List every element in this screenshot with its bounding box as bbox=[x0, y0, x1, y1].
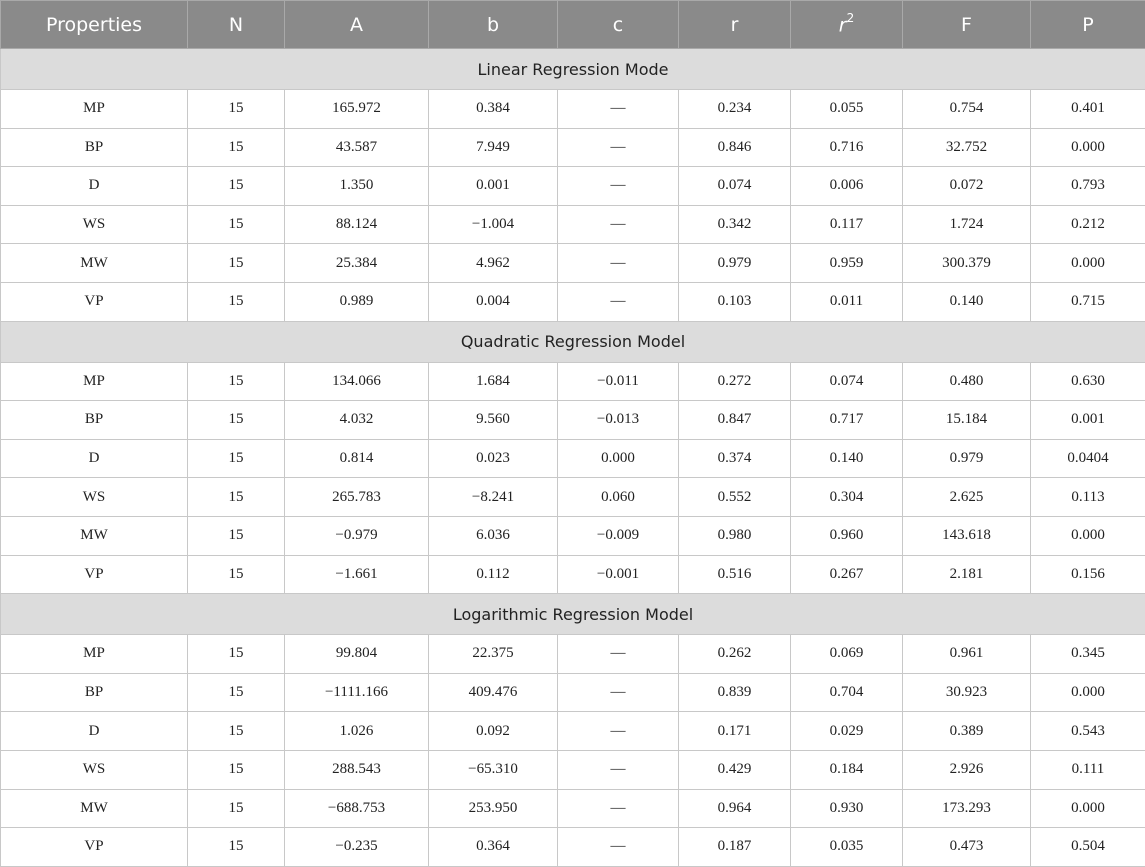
cell-p: 0.630 bbox=[1031, 362, 1145, 401]
cell-a: 1.350 bbox=[285, 167, 429, 206]
cell-c: −0.009 bbox=[558, 516, 679, 555]
table-row bbox=[1, 789, 1145, 828]
cell-f: 0.979 bbox=[903, 439, 1031, 478]
cell-n: 15 bbox=[188, 828, 285, 867]
col-header-properties: Properties bbox=[1, 1, 188, 49]
cell-r-squared: 0.960 bbox=[791, 516, 903, 555]
cell-r-squared: 0.704 bbox=[791, 673, 903, 712]
cell-r-squared: 0.006 bbox=[791, 167, 903, 206]
table-row bbox=[1, 828, 1145, 867]
cell-c: — bbox=[558, 167, 679, 206]
cell-f: 1.724 bbox=[903, 205, 1031, 244]
cell-a: 165.972 bbox=[285, 90, 429, 129]
cell-c: −0.001 bbox=[558, 555, 679, 594]
r-squared-exponent: 2 bbox=[847, 11, 855, 25]
cell-c: −0.013 bbox=[558, 401, 679, 440]
cell-property: MP bbox=[1, 362, 188, 401]
cell-property: VP bbox=[1, 828, 188, 867]
cell-c: −0.011 bbox=[558, 362, 679, 401]
cell-p: 0.543 bbox=[1031, 712, 1145, 751]
cell-r-squared: 0.140 bbox=[791, 439, 903, 478]
cell-r: 0.234 bbox=[679, 90, 791, 129]
cell-property: WS bbox=[1, 205, 188, 244]
cell-r: 0.374 bbox=[679, 439, 791, 478]
cell-p: 0.793 bbox=[1031, 167, 1145, 206]
cell-property: WS bbox=[1, 750, 188, 789]
cell-a: −1111.166 bbox=[285, 673, 429, 712]
cell-n: 15 bbox=[188, 789, 285, 828]
cell-n: 15 bbox=[188, 401, 285, 440]
cell-c: — bbox=[558, 282, 679, 321]
cell-p: 0.000 bbox=[1031, 789, 1145, 828]
cell-n: 15 bbox=[188, 712, 285, 751]
cell-property: D bbox=[1, 439, 188, 478]
cell-f: 0.480 bbox=[903, 362, 1031, 401]
cell-b: 0.384 bbox=[429, 90, 558, 129]
cell-f: 173.293 bbox=[903, 789, 1031, 828]
table-row bbox=[1, 516, 1145, 555]
cell-property: MW bbox=[1, 789, 188, 828]
cell-c: — bbox=[558, 712, 679, 751]
cell-r-squared: 0.035 bbox=[791, 828, 903, 867]
cell-a: 88.124 bbox=[285, 205, 429, 244]
cell-f: 300.379 bbox=[903, 244, 1031, 283]
cell-r: 0.552 bbox=[679, 478, 791, 517]
section-header-row bbox=[1, 321, 1145, 362]
table-row bbox=[1, 750, 1145, 789]
cell-property: D bbox=[1, 167, 188, 206]
cell-r: 0.980 bbox=[679, 516, 791, 555]
col-header-r-squared bbox=[791, 1, 903, 49]
section-header-row bbox=[1, 594, 1145, 635]
cell-r-squared: 0.117 bbox=[791, 205, 903, 244]
cell-f: 0.473 bbox=[903, 828, 1031, 867]
col-header-f: F bbox=[903, 1, 1031, 49]
cell-b: 4.962 bbox=[429, 244, 558, 283]
r-squared-base: r bbox=[839, 14, 847, 36]
cell-r-squared: 0.930 bbox=[791, 789, 903, 828]
section-title: Linear Regression Mode bbox=[1, 49, 1145, 90]
cell-a: −0.235 bbox=[285, 828, 429, 867]
cell-r: 0.846 bbox=[679, 128, 791, 167]
table-row bbox=[1, 167, 1145, 206]
cell-p: 0.345 bbox=[1031, 635, 1145, 674]
table-row bbox=[1, 128, 1145, 167]
cell-property: BP bbox=[1, 673, 188, 712]
cell-r: 0.262 bbox=[679, 635, 791, 674]
cell-r: 0.074 bbox=[679, 167, 791, 206]
cell-n: 15 bbox=[188, 244, 285, 283]
cell-a: −688.753 bbox=[285, 789, 429, 828]
cell-p: 0.111 bbox=[1031, 750, 1145, 789]
cell-r-squared: 0.011 bbox=[791, 282, 903, 321]
cell-c: 0.060 bbox=[558, 478, 679, 517]
cell-a: 1.026 bbox=[285, 712, 429, 751]
cell-a: 288.543 bbox=[285, 750, 429, 789]
cell-r-squared: 0.717 bbox=[791, 401, 903, 440]
cell-property: VP bbox=[1, 282, 188, 321]
cell-a: −1.661 bbox=[285, 555, 429, 594]
cell-r: 0.171 bbox=[679, 712, 791, 751]
cell-p: 0.000 bbox=[1031, 244, 1145, 283]
cell-b: −1.004 bbox=[429, 205, 558, 244]
table-row bbox=[1, 205, 1145, 244]
cell-p: 0.000 bbox=[1031, 128, 1145, 167]
cell-r-squared: 0.304 bbox=[791, 478, 903, 517]
cell-b: 1.684 bbox=[429, 362, 558, 401]
cell-r-squared: 0.267 bbox=[791, 555, 903, 594]
cell-r: 0.103 bbox=[679, 282, 791, 321]
table-row bbox=[1, 282, 1145, 321]
cell-r: 0.847 bbox=[679, 401, 791, 440]
cell-b: 7.949 bbox=[429, 128, 558, 167]
cell-r: 0.342 bbox=[679, 205, 791, 244]
cell-r: 0.187 bbox=[679, 828, 791, 867]
cell-n: 15 bbox=[188, 478, 285, 517]
cell-c: — bbox=[558, 244, 679, 283]
table-row bbox=[1, 439, 1145, 478]
cell-b: 0.092 bbox=[429, 712, 558, 751]
cell-b: 253.950 bbox=[429, 789, 558, 828]
cell-a: 4.032 bbox=[285, 401, 429, 440]
cell-p: 0.001 bbox=[1031, 401, 1145, 440]
cell-n: 15 bbox=[188, 750, 285, 789]
col-header-c: c bbox=[558, 1, 679, 49]
cell-r-squared: 0.716 bbox=[791, 128, 903, 167]
table-row bbox=[1, 673, 1145, 712]
cell-p: 0.0404 bbox=[1031, 439, 1145, 478]
cell-f: 0.072 bbox=[903, 167, 1031, 206]
cell-p: 0.504 bbox=[1031, 828, 1145, 867]
cell-a: 0.989 bbox=[285, 282, 429, 321]
col-header-p: P bbox=[1031, 1, 1145, 49]
cell-property: BP bbox=[1, 128, 188, 167]
cell-p: 0.000 bbox=[1031, 673, 1145, 712]
cell-c: — bbox=[558, 673, 679, 712]
cell-p: 0.401 bbox=[1031, 90, 1145, 129]
cell-c: — bbox=[558, 635, 679, 674]
cell-r-squared: 0.074 bbox=[791, 362, 903, 401]
cell-c: — bbox=[558, 128, 679, 167]
cell-a: 265.783 bbox=[285, 478, 429, 517]
table-body bbox=[1, 49, 1145, 867]
cell-r: 0.272 bbox=[679, 362, 791, 401]
cell-n: 15 bbox=[188, 362, 285, 401]
table-row bbox=[1, 362, 1145, 401]
cell-f: 2.181 bbox=[903, 555, 1031, 594]
cell-a: 99.804 bbox=[285, 635, 429, 674]
cell-r-squared: 0.184 bbox=[791, 750, 903, 789]
cell-c: — bbox=[558, 789, 679, 828]
cell-n: 15 bbox=[188, 167, 285, 206]
cell-r: 0.964 bbox=[679, 789, 791, 828]
table-row bbox=[1, 244, 1145, 283]
section-title: Logarithmic Regression Model bbox=[1, 594, 1145, 635]
cell-a: 134.066 bbox=[285, 362, 429, 401]
cell-r-squared: 0.069 bbox=[791, 635, 903, 674]
cell-r: 0.979 bbox=[679, 244, 791, 283]
cell-property: MP bbox=[1, 635, 188, 674]
cell-r: 0.429 bbox=[679, 750, 791, 789]
cell-property: MP bbox=[1, 90, 188, 129]
cell-r-squared: 0.029 bbox=[791, 712, 903, 751]
cell-b: 0.112 bbox=[429, 555, 558, 594]
cell-r-squared: 0.959 bbox=[791, 244, 903, 283]
table-row bbox=[1, 478, 1145, 517]
col-header-b: b bbox=[429, 1, 558, 49]
cell-f: 0.961 bbox=[903, 635, 1031, 674]
col-header-n: N bbox=[188, 1, 285, 49]
col-header-r: r bbox=[679, 1, 791, 49]
cell-n: 15 bbox=[188, 516, 285, 555]
table-row bbox=[1, 635, 1145, 674]
table-row bbox=[1, 712, 1145, 751]
cell-r: 0.839 bbox=[679, 673, 791, 712]
cell-f: 143.618 bbox=[903, 516, 1031, 555]
cell-n: 15 bbox=[188, 282, 285, 321]
cell-b: −8.241 bbox=[429, 478, 558, 517]
cell-c: — bbox=[558, 205, 679, 244]
cell-r: 0.516 bbox=[679, 555, 791, 594]
cell-p: 0.113 bbox=[1031, 478, 1145, 517]
table-row bbox=[1, 90, 1145, 129]
cell-n: 15 bbox=[188, 555, 285, 594]
cell-a: 0.814 bbox=[285, 439, 429, 478]
cell-n: 15 bbox=[188, 90, 285, 129]
cell-f: 2.926 bbox=[903, 750, 1031, 789]
cell-n: 15 bbox=[188, 205, 285, 244]
cell-n: 15 bbox=[188, 128, 285, 167]
cell-b: 9.560 bbox=[429, 401, 558, 440]
cell-property: WS bbox=[1, 478, 188, 517]
cell-property: MW bbox=[1, 244, 188, 283]
cell-p: 0.715 bbox=[1031, 282, 1145, 321]
cell-property: VP bbox=[1, 555, 188, 594]
cell-c: — bbox=[558, 828, 679, 867]
header-row bbox=[1, 1, 1145, 49]
cell-b: 409.476 bbox=[429, 673, 558, 712]
cell-p: 0.000 bbox=[1031, 516, 1145, 555]
cell-f: 32.752 bbox=[903, 128, 1031, 167]
section-header-row bbox=[1, 49, 1145, 90]
cell-property: MW bbox=[1, 516, 188, 555]
cell-c: 0.000 bbox=[558, 439, 679, 478]
cell-property: BP bbox=[1, 401, 188, 440]
cell-p: 0.212 bbox=[1031, 205, 1145, 244]
cell-a: 25.384 bbox=[285, 244, 429, 283]
cell-f: 0.389 bbox=[903, 712, 1031, 751]
cell-b: 0.364 bbox=[429, 828, 558, 867]
cell-p: 0.156 bbox=[1031, 555, 1145, 594]
cell-c: — bbox=[558, 90, 679, 129]
cell-a: −0.979 bbox=[285, 516, 429, 555]
cell-b: −65.310 bbox=[429, 750, 558, 789]
col-header-a: A bbox=[285, 1, 429, 49]
cell-n: 15 bbox=[188, 439, 285, 478]
cell-property: D bbox=[1, 712, 188, 751]
table-row bbox=[1, 555, 1145, 594]
section-title: Quadratic Regression Model bbox=[1, 321, 1145, 362]
cell-n: 15 bbox=[188, 635, 285, 674]
cell-r-squared: 0.055 bbox=[791, 90, 903, 129]
cell-b: 0.023 bbox=[429, 439, 558, 478]
cell-n: 15 bbox=[188, 673, 285, 712]
cell-f: 2.625 bbox=[903, 478, 1031, 517]
cell-f: 0.754 bbox=[903, 90, 1031, 129]
cell-b: 22.375 bbox=[429, 635, 558, 674]
cell-b: 0.004 bbox=[429, 282, 558, 321]
cell-b: 6.036 bbox=[429, 516, 558, 555]
cell-b: 0.001 bbox=[429, 167, 558, 206]
cell-f: 30.923 bbox=[903, 673, 1031, 712]
cell-f: 0.140 bbox=[903, 282, 1031, 321]
table-row bbox=[1, 401, 1145, 440]
cell-a: 43.587 bbox=[285, 128, 429, 167]
cell-f: 15.184 bbox=[903, 401, 1031, 440]
cell-c: — bbox=[558, 750, 679, 789]
